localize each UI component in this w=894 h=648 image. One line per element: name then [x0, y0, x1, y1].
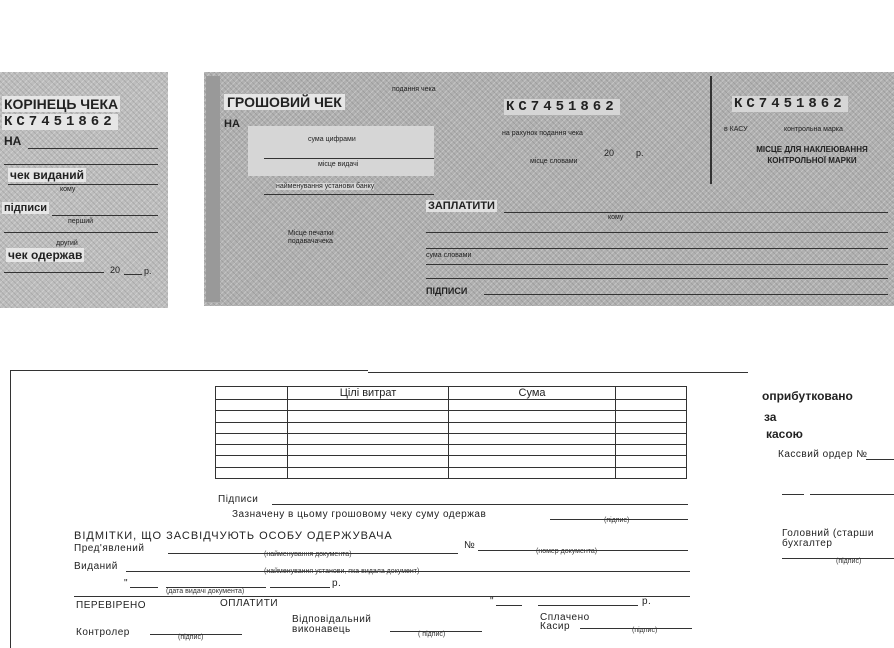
table-row [216, 433, 687, 444]
stub-second: другий [56, 240, 78, 247]
cheque-seal-place-2: подавачачека [288, 238, 333, 245]
cheque-cashbox: в КАСУ [724, 126, 748, 133]
cheque-signatures: ПІДПИСИ [426, 286, 468, 296]
side-sign-cap: (підпис) [836, 558, 862, 565]
back-quote: " [124, 578, 129, 589]
back-doc-name-cap: (найменування документа) [264, 551, 352, 558]
expenses-table [215, 386, 687, 479]
stub-first: перший [68, 218, 94, 225]
back-paid: Сплачено [540, 612, 590, 623]
back-controller: Контролер [76, 627, 130, 638]
side-line1: оприбутковано [762, 389, 853, 403]
side-chief-2: бухгалтер [782, 538, 833, 549]
back-year-p: р. [332, 578, 342, 589]
cheque-serial-right: КС7451862 [734, 96, 846, 112]
back-responsible-cap: ( підпис) [418, 631, 446, 638]
back-doc-number-cap: (номер документа) [536, 548, 598, 555]
cheque-pay: ЗАПЛАТИТИ [428, 200, 495, 212]
table-row [216, 445, 687, 456]
back-signatures: Підписи [218, 494, 259, 505]
side-chief-1: Головний (старши [782, 528, 874, 539]
back-cashier: Касир [540, 621, 571, 632]
cheque-place-issue: місце видачі [318, 161, 359, 168]
back-checked: ПЕРЕВІРЕНО [76, 600, 146, 611]
back-sign-cap: (підпис) [604, 517, 630, 524]
back-pay: ОПЛАТИТИ [220, 598, 279, 609]
back-quote2: " [490, 596, 495, 607]
stub-year: 20 [110, 265, 121, 275]
back-presented: Пред'явлений [74, 543, 145, 554]
cheque-place-words: місце словами [530, 158, 578, 165]
back-controller-cap: (підпис) [178, 634, 204, 641]
stub-whom: кому [60, 186, 76, 193]
sum-figures-box [248, 126, 434, 176]
stub-issued: чек виданий [10, 168, 85, 182]
cheque-whom: кому [608, 214, 624, 221]
cheque-stamp-place: МІСЦЕ ДЛЯ НАКЛЕЮВАННЯ КОНТРОЛЬНОЇ МАРКИ [756, 145, 868, 165]
side-line2: за [764, 410, 777, 424]
table-row [216, 467, 687, 478]
back-marks: ВІДМІТКИ, ЩО ЗАСВІДЧУЮТЬ ОСОБУ ОДЕРЖУВАЧА [74, 530, 393, 542]
back-date-cap: (дата видачі документа) [166, 588, 245, 595]
cheque-sum-words: сума словами [426, 252, 472, 259]
back-executor: виконавець [292, 624, 351, 635]
back-p2: р. [642, 596, 652, 607]
cheque-account: на рахунок подання чека [502, 130, 583, 137]
back-received-line: Зазначену в цьому грошовому чеку суму одержав [232, 509, 487, 520]
table-row [216, 422, 687, 433]
cheque-drawer-name: найменування установи банку [276, 183, 375, 190]
back-issued: Виданий [74, 561, 118, 572]
cheque-p: р. [636, 148, 644, 158]
separator [710, 76, 712, 184]
stub-to: НА [4, 134, 22, 148]
back-cashier-cap: (підпис) [632, 627, 658, 634]
sum-header: Сума [448, 387, 616, 400]
purposes-header: Цілі витрат [288, 387, 448, 400]
stub-p: р. [144, 266, 152, 276]
cheque-control-mark: контрольна марка [784, 126, 843, 133]
stub-signatures: підписи [4, 202, 47, 214]
cheque-year: 20 [604, 148, 615, 158]
back-issuer-cap: (найменування установи, яка видала документ) [264, 568, 420, 575]
table-row [216, 411, 687, 422]
back-responsible: Відповідальний [292, 614, 372, 625]
cheque-seal-place: Місце печатки [288, 230, 334, 237]
cheque-serial-main: КС7451862 [506, 99, 618, 115]
stub-title: КОРІНЕЦЬ ЧЕКА [4, 96, 119, 112]
vertical-strip [206, 76, 220, 302]
cheque-to: НА [224, 118, 240, 130]
cheque-body [204, 72, 894, 306]
table-row [216, 400, 687, 411]
back-no: № [464, 540, 476, 551]
table-row [216, 456, 687, 467]
cheque-submit-date: подання чека [392, 86, 436, 93]
stub-received: чек одержав [8, 248, 83, 262]
cheque-stub [0, 72, 168, 308]
cheque-sum-figures: сума цифрами [308, 136, 356, 143]
cheque-title: ГРОШОВИЙ ЧЕК [224, 94, 345, 110]
side-line3: касою [766, 427, 803, 441]
stub-serial: КС7451862 [4, 114, 116, 130]
side-cash-order: Кассвий ордер № [778, 449, 868, 460]
